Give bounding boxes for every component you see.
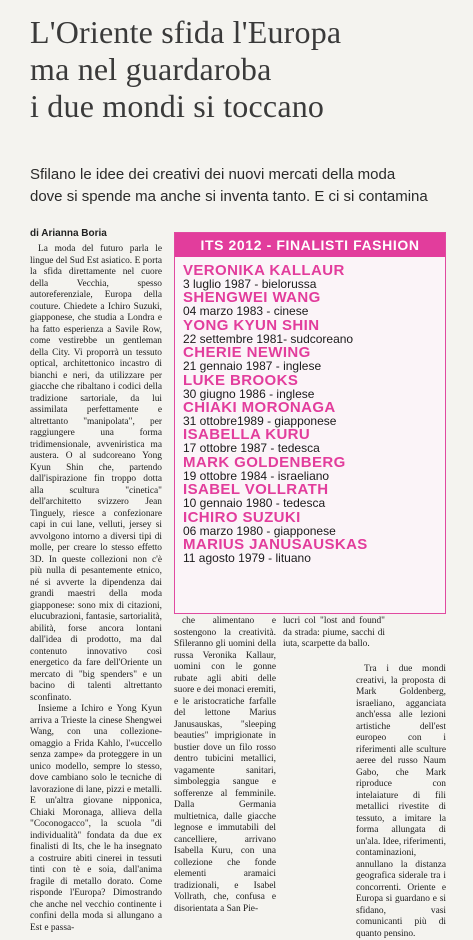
article-bottom-column-2: [283, 616, 385, 651]
article-paragraph: che alimentano e sostengono la creatività. Sfileranno gli uomini della russa Veronika Kallaur, uomini con le gonne rubate agli abiti delle suore e dei monaci eremiti, e le aristocratiche farfalle del lettone Marius Janusauskas, "sleeping beauties" imprigionate in bustier dove un filo rosso dentro tubicini metallici, vagamente sanitari, simboleggia sangue e sofferenze al femminile. Dalla Germania multietnica, dalle giacche legnose e immutabili del cancelliere, arrivano Isabella Kuru, con una collezione che fonde elementi aramaici tradizionali, e Isabel Vollrath, che, confusa e disorientata a San Pie-: [174, 616, 276, 914]
finalist-item: [183, 537, 445, 564]
article-bottom-column-1: [174, 616, 276, 915]
finalist-item: [183, 345, 445, 372]
finalist-name: ICHIRO SUZUKI: [183, 508, 301, 526]
finalists-box: [174, 232, 446, 614]
subhead-line-2: dove si spende ma anche si inventa tanto. E ci si contamina: [30, 188, 428, 205]
finalist-info: 21 gennaio 1987 - inglese: [183, 359, 322, 374]
finalist-info: 11 agosto 1979 - lituano: [183, 550, 311, 565]
article-bottom-column-3: [356, 664, 446, 940]
finalist-info: 17 ottobre 1987 - tedesca: [183, 441, 320, 456]
article-paragraph: La moda del futuro parla le lingue del Sud Est asiatico. E porta la sfida direttamente nel cuore della Vecchia, spesso autoreferenziale, Europa della couture. Chiedete a Ichiro Suzuki, giapponese, che studia a Londra e ha fatto esperienza a Savile Row, come vestirebbe un gentleman della City. Vi proporrà un tessuto optical, architettonico incastro di bianchi e neri, da utilizzare per giacche che ribaltano i codici della tradizione sartoriale, da lui assimilata perfettamente e altrettanto "manipolata", per raggiungere una forma tridimensionale, avveniristica ma austera. O al sudcoreano Yong Kyun Shin che, partendo dall'ispirazione fin troppo dotta alla scultura "cinetica" dell'architetto svizzero Jean Tinguely, riesce a confezionare capi in cui lane, velluti, jersey si avvolgono intorno a diversi tipi di molle, per creare lo stesso effetto 3D. In queste collezioni non c'è più nulla di pesantemente etnico, né si avverte la dipendenza dai grandi maestri della moda giapponese: sono mix di citazioni, elucubrazioni, fantasie, sartorialità, abilità, forse ancora lontani dall'idea di prodotto, ma dal contenuto innovativo così energetico da fare dell'Oriente un mercato di "big spenders" e un bacino di talenti altrettanto sconfinato.: [30, 244, 162, 703]
finalist-name: MARK GOLDENBERG: [183, 453, 346, 471]
finalist-item: [183, 510, 445, 537]
finalist-info: 04 marzo 1983 - cinese: [183, 304, 309, 319]
finalist-info: 31 ottobre1989 - giapponese: [183, 413, 337, 428]
finalist-name: VERONIKA KALLAUR: [183, 262, 345, 279]
finalist-item: [183, 427, 445, 454]
finalist-info: 30 giugno 1986 - inglese: [183, 386, 315, 401]
byline: di Arianna Boria: [30, 228, 107, 239]
finalist-name: CHIAKI MORONAGA: [183, 398, 336, 416]
finalist-name: LUKE BROOKS: [183, 371, 299, 389]
finalist-name: ISABEL VOLLRATH: [183, 481, 329, 499]
finalist-item: [183, 318, 445, 345]
article-paragraph: Insieme a Ichiro e Yong Kyun arriva a Trieste la cinese Shengwei Wang, con una collezione-omaggio a Frida Kahlo, l'«uccello senza zampe» da proteggere in un unico modello, sempre lo stesso, dove cambiano solo le tecniche di lavorazione di lane, pizzi e metalli. E un'altra giovane nipponica, Chiaki Moronaga, allieva della "Coconogacco", la scuola "di individualità" fondata da due ex finalisti di Its, che le ha insegnato a costruire abiti cinerei in tessuti tinti con tè e soia, dall'anima fragile di metallo dorato. Come risponde l'Europa? Dimostrando che anche nel vecchio continente i confini della moda si allungano a Est e passa-: [30, 704, 162, 933]
finalist-info: 06 marzo 1980 - giapponese: [183, 523, 336, 538]
finalist-item: [183, 290, 445, 317]
headline-line-2: ma nel guardaroba: [30, 51, 272, 87]
finalist-name: CHERIE NEWING: [183, 344, 311, 362]
article-paragraph: Tra i due mondi creativi, la proposta di Mark Goldenberg, israeliano, agganciata anch'essa alle lezioni artistiche dell'est europeo con i riferimenti alle sculture aeree del russo Naum Gabo, che Mark riproduce con intelaiature di fili metallici rivestite di tessuto, a imitare la forma allungata di un'ala. Idee, riferimenti, contaminazioni, annullano la distanza geografica siderale tra i concorrenti. Oriente e Europa si guardano e si sfidano, vasi comunicanti più di quanto pensino.: [356, 664, 446, 939]
finalist-name: MARIUS JANUSAUSKAS: [183, 535, 368, 553]
subheadline: [30, 164, 450, 208]
finalist-info: 19 ottobre 1984 - israeliano: [183, 468, 330, 483]
subhead-line-1: Sfilano le idee dei creativi dei nuovi mercati della moda: [30, 166, 396, 183]
article-paragraph: lucri col "lost and found" da strada: piume, sacchi di iuta, scarpette da ballo.: [283, 616, 385, 649]
finalist-info: 3 luglio 1987 - bielorussa: [183, 277, 317, 291]
headline-line-3: i due mondi si toccano: [30, 88, 325, 124]
finalists-list: [175, 257, 445, 564]
finalist-item: [183, 455, 445, 482]
finalists-box-title: ITS 2012 - FINALISTI FASHION: [175, 233, 445, 257]
finalist-name: YONG KYUN SHIN: [183, 316, 320, 334]
finalist-name: ISABELLA KURU: [183, 426, 311, 444]
article-left-column: [30, 244, 162, 934]
finalist-name: SHENGWEI WANG: [183, 289, 321, 307]
finalist-item: [183, 400, 445, 427]
finalist-item: [183, 482, 445, 509]
finalist-info: 10 gennaio 1980 - tedesca: [183, 496, 326, 511]
finalist-item: [183, 263, 445, 290]
finalist-item: [183, 373, 445, 400]
headline-line-1: L'Oriente sfida l'Europa: [30, 14, 342, 50]
finalist-info: 22 settembre 1981- sudcoreano: [183, 331, 354, 346]
headline: [30, 14, 450, 125]
